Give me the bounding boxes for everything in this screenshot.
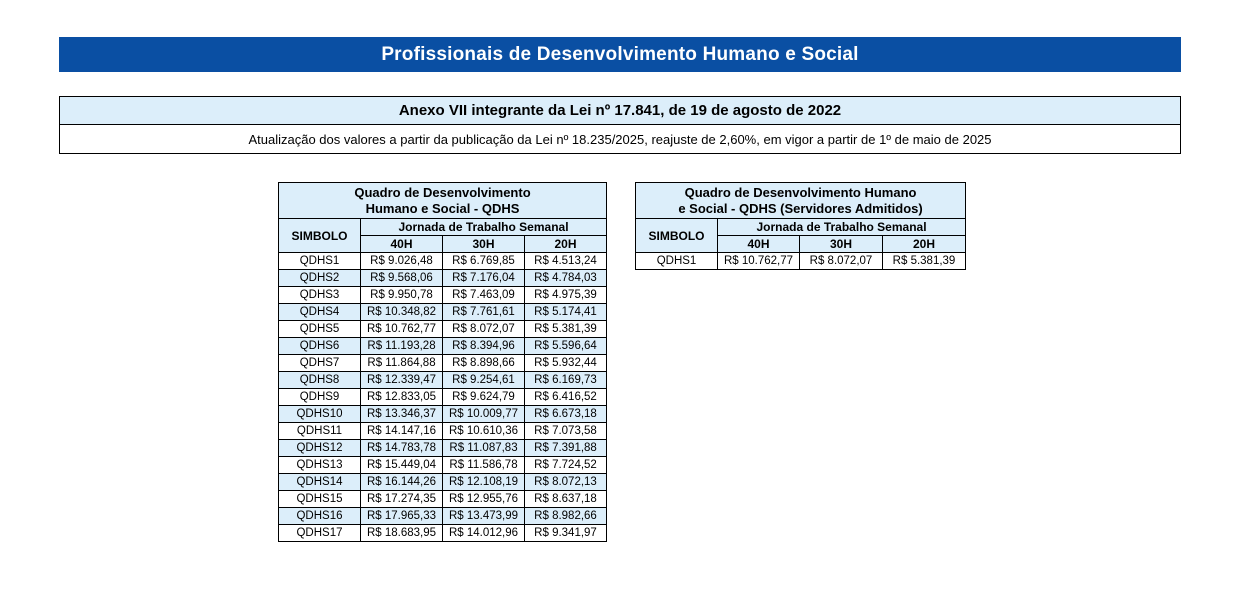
value-30h-cell: R$ 11.586,78 [443, 457, 525, 474]
value-20h-cell: R$ 4.975,39 [525, 287, 607, 304]
simbolo-cell: QDHS3 [279, 287, 361, 304]
jornada-header: Jornada de Trabalho Semanal [361, 219, 607, 236]
value-30h-cell: R$ 11.087,83 [443, 440, 525, 457]
table-row [636, 253, 966, 270]
admitidos-caption-line1: Quadro de Desenvolvimento Humano [684, 184, 917, 200]
table-row [279, 287, 607, 304]
simbolo-cell: QDHS15 [279, 491, 361, 508]
value-40h-cell: R$ 12.833,05 [361, 389, 443, 406]
header-30h: 30H [443, 236, 525, 253]
table-row [279, 440, 607, 457]
value-40h-cell: R$ 9.568,06 [361, 270, 443, 287]
simbolo-cell: QDHS7 [279, 355, 361, 372]
simbolo-cell: QDHS11 [279, 423, 361, 440]
value-30h-cell: R$ 8.898,66 [443, 355, 525, 372]
simbolo-cell: QDHS9 [279, 389, 361, 406]
value-30h-cell: R$ 7.463,09 [443, 287, 525, 304]
value-40h-cell: R$ 18.683,95 [361, 525, 443, 542]
value-30h-cell: R$ 9.624,79 [443, 389, 525, 406]
page-banner [59, 37, 1181, 72]
table-caption-line2: Humano e Social - QDHS [365, 200, 520, 216]
table-row [279, 389, 607, 406]
simbolo-cell: QDHS14 [279, 474, 361, 491]
table-caption [279, 183, 607, 219]
admitidos-table-body [636, 253, 966, 270]
table-row [279, 457, 607, 474]
admitidos-header-20h: 20H [883, 236, 966, 253]
value-30h-cell: R$ 9.254,61 [443, 372, 525, 389]
simbolo-cell: QDHS16 [279, 508, 361, 525]
simbolo-cell: QDHS1 [279, 253, 361, 270]
admitidos-caption-line2: e Social - QDHS (Servidores Admitidos) [678, 200, 923, 216]
simbolo-cell: QDHS17 [279, 525, 361, 542]
table-row [279, 253, 607, 270]
value-30h-cell: R$ 12.108,19 [443, 474, 525, 491]
simbolo-cell: QDHS1 [636, 253, 718, 270]
table-row [279, 491, 607, 508]
annex-title: Anexo VII integrante da Lei nº 17.841, de 19 de agosto de 2022 [60, 97, 1180, 125]
value-40h-cell: R$ 14.147,16 [361, 423, 443, 440]
value-30h-cell: R$ 7.176,04 [443, 270, 525, 287]
value-20h-cell: R$ 4.784,03 [525, 270, 607, 287]
value-30h-cell: R$ 8.072,07 [800, 253, 883, 270]
value-30h-cell: R$ 6.769,85 [443, 253, 525, 270]
table-row [279, 508, 607, 525]
value-20h-cell: R$ 5.932,44 [525, 355, 607, 372]
table-row [279, 304, 607, 321]
value-40h-cell: R$ 9.026,48 [361, 253, 443, 270]
admitidos-header-30h: 30H [800, 236, 883, 253]
value-40h-cell: R$ 11.864,88 [361, 355, 443, 372]
header-20h: 20H [525, 236, 607, 253]
value-30h-cell: R$ 12.955,76 [443, 491, 525, 508]
simbolo-cell: QDHS10 [279, 406, 361, 423]
value-40h-cell: R$ 13.346,37 [361, 406, 443, 423]
value-20h-cell: R$ 6.673,18 [525, 406, 607, 423]
table-caption-line1: Quadro de Desenvolvimento [354, 184, 531, 200]
header-40h: 40H [361, 236, 443, 253]
value-20h-cell: R$ 7.724,52 [525, 457, 607, 474]
simbolo-cell: QDHS4 [279, 304, 361, 321]
value-20h-cell: R$ 9.341,97 [525, 525, 607, 542]
table-row [279, 423, 607, 440]
value-40h-cell: R$ 17.274,35 [361, 491, 443, 508]
value-30h-cell: R$ 10.610,36 [443, 423, 525, 440]
qdhs-table-body [279, 253, 607, 542]
value-20h-cell: R$ 6.416,52 [525, 389, 607, 406]
value-20h-cell: R$ 5.381,39 [883, 253, 966, 270]
value-30h-cell: R$ 7.761,61 [443, 304, 525, 321]
banner-title: Profissionais de Desenvolvimento Humano e Social [381, 43, 859, 65]
simbolo-cell: QDHS5 [279, 321, 361, 338]
value-20h-cell: R$ 7.073,58 [525, 423, 607, 440]
value-20h-cell: R$ 7.391,88 [525, 440, 607, 457]
qdhs-table [278, 182, 607, 542]
value-40h-cell: R$ 15.449,04 [361, 457, 443, 474]
table-row [279, 338, 607, 355]
value-20h-cell: R$ 8.072,13 [525, 474, 607, 491]
table-row [279, 355, 607, 372]
qdhs-admitidos-table [635, 182, 966, 270]
admitidos-simbolo-header: SIMBOLO [636, 219, 718, 253]
admitidos-table-caption [636, 183, 966, 219]
simbolo-cell: QDHS8 [279, 372, 361, 389]
value-40h-cell: R$ 12.339,47 [361, 372, 443, 389]
value-20h-cell: R$ 6.169,73 [525, 372, 607, 389]
simbolo-cell: QDHS12 [279, 440, 361, 457]
value-40h-cell: R$ 10.348,82 [361, 304, 443, 321]
value-30h-cell: R$ 8.072,07 [443, 321, 525, 338]
annex-subtitle: Atualização dos valores a partir da publicação da Lei nº 18.235/2025, reajuste de 2,60%, em vigor a partir de 1º de maio de 2025 [248, 132, 992, 147]
table-row [279, 372, 607, 389]
simbolo-cell: QDHS6 [279, 338, 361, 355]
value-30h-cell: R$ 10.009,77 [443, 406, 525, 423]
value-40h-cell: R$ 11.193,28 [361, 338, 443, 355]
simbolo-cell: QDHS13 [279, 457, 361, 474]
value-20h-cell: R$ 5.381,39 [525, 321, 607, 338]
value-40h-cell: R$ 17.965,33 [361, 508, 443, 525]
value-20h-cell: R$ 8.982,66 [525, 508, 607, 525]
table-row [279, 474, 607, 491]
table-row [279, 525, 607, 542]
value-20h-cell: R$ 5.174,41 [525, 304, 607, 321]
table-row [279, 321, 607, 338]
value-40h-cell: R$ 16.144,26 [361, 474, 443, 491]
table-row [279, 270, 607, 287]
value-20h-cell: R$ 4.513,24 [525, 253, 607, 270]
simbolo-cell: QDHS2 [279, 270, 361, 287]
value-40h-cell: R$ 9.950,78 [361, 287, 443, 304]
value-20h-cell: R$ 5.596,64 [525, 338, 607, 355]
value-30h-cell: R$ 13.473,99 [443, 508, 525, 525]
value-40h-cell: R$ 10.762,77 [718, 253, 800, 270]
value-30h-cell: R$ 14.012,96 [443, 525, 525, 542]
value-20h-cell: R$ 8.637,18 [525, 491, 607, 508]
value-40h-cell: R$ 10.762,77 [361, 321, 443, 338]
value-30h-cell: R$ 8.394,96 [443, 338, 525, 355]
simbolo-header: SIMBOLO [279, 219, 361, 253]
admitidos-jornada-header: Jornada de Trabalho Semanal [718, 219, 966, 236]
table-row [279, 406, 607, 423]
admitidos-header-40h: 40H [718, 236, 800, 253]
annex-box [59, 96, 1181, 154]
value-40h-cell: R$ 14.783,78 [361, 440, 443, 457]
